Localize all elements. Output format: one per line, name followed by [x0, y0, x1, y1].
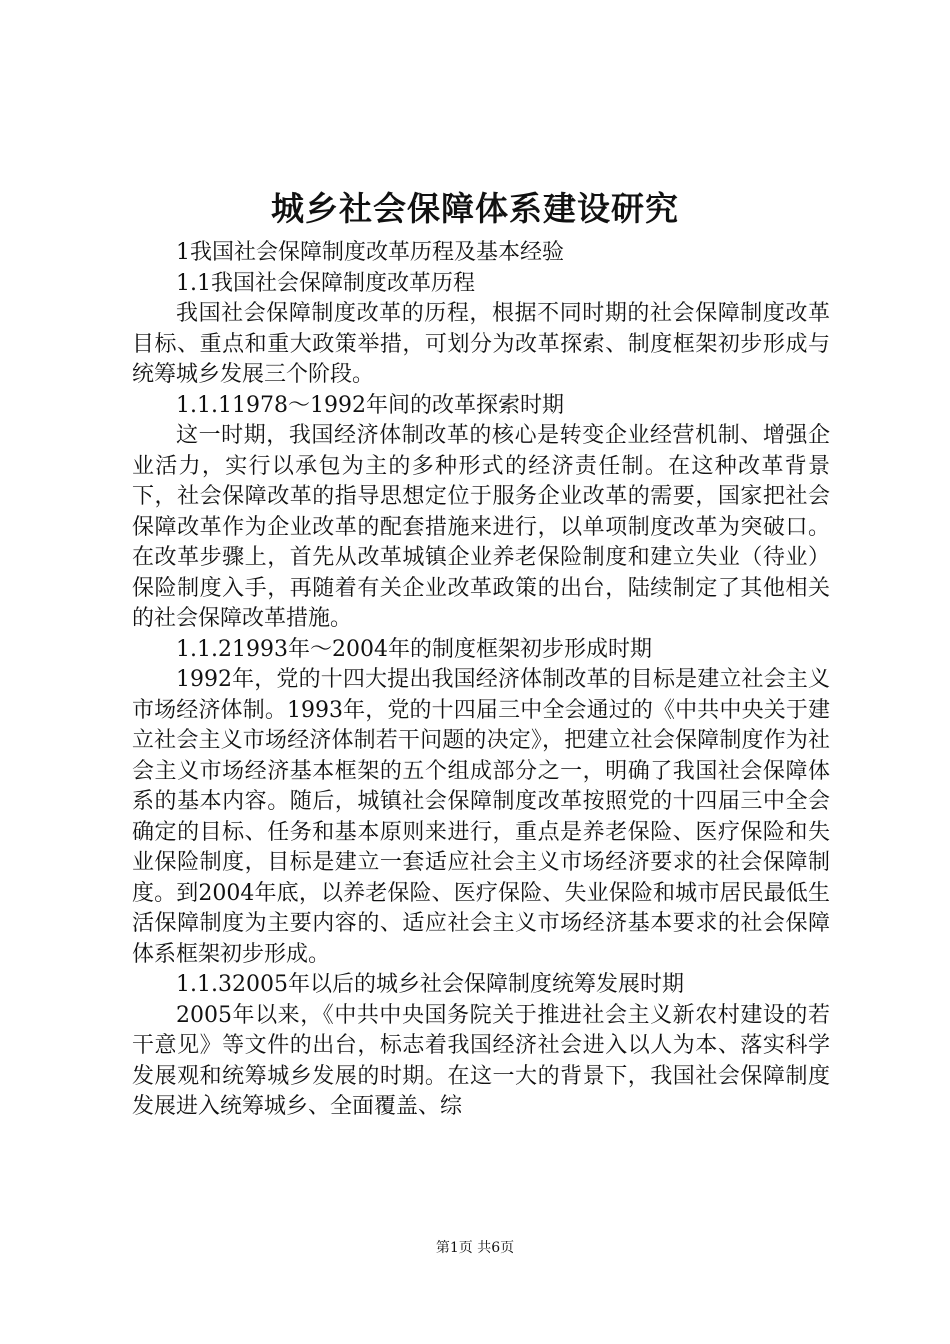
- subsection-heading: 1.1.32005年以后的城乡社会保障制度统筹发展时期: [176, 972, 684, 997]
- body-paragraph: 1992年，党的十四大提出我国经济体制改革的目标是建立社会主义市场经济体制。1993年，党的十四届三中全会通过的《中共中央关于建立社会主义市场经济体制若干问题的决定》，把建立社会保障制度作为社会主义市场经济基本框架的五个组成部分之一，明确了我国社会保障体系的基本内容。随后，城镇社会保障制度改革按照党的十四届三中全会确定的目标、任务和基本原则来进行，重点是养老保险、医疗保险和失业保险制度，目标是建立一套适应社会主义市场经济要求的社会保障制度。到2004年底，以养老保险、医疗保险、失业保险和城市居民最低生活保障制度为主要内容的、适应社会主义市场经济基本要求的社会保障体系框架初步形成。: [132, 667, 830, 967]
- subsection-heading: 1.1.21993年～2004年的制度框架初步形成时期: [176, 636, 652, 662]
- subsection-heading: 1.1.11978～1992年间的改革探索时期: [176, 392, 564, 418]
- body-paragraph: 2005年以来，《中共中央国务院关于推进社会主义新农村建设的若干意见》等文件的出台，标志着我国经济社会进入以人为本、落实科学发展观和统筹城乡发展的时期。在这一大的背景下，我国社会保障制度发展进入统筹城乡、全面覆盖、综: [132, 1002, 830, 1119]
- subsection-heading: 1.1我国社会保障制度改革历程: [176, 270, 475, 296]
- page-footer: 第1页 共6页: [435, 1240, 515, 1256]
- document-body: [132, 238, 830, 1123]
- document-title: 城乡社会保障体系建设研究: [271, 189, 679, 228]
- body-paragraph: 这一时期，我国经济体制改革的核心是转变企业经营机制、增强企业活力，实行以承包为主的多种形式的经济责任制。在这种改革背景下，社会保障改革的指导思想定位于服务企业改革的需要，国家把社会保障改革作为企业改革的配套措施来进行，以单项制度改革为突破口。在改革步骤上，首先从改革城镇企业养老保险制度和建立失业（待业）保险制度入手，再随着有关企业改革政策的出台，陆续制定了其他相关的社会保障改革措施。: [132, 423, 830, 631]
- body-paragraph: 我国社会保障制度改革的历程，根据不同时期的社会保障制度改革目标、重点和重大政策举措，可划分为改革探索、制度框架初步形成与统筹城乡发展三个阶段。: [132, 301, 830, 387]
- section-heading: 1我国社会保障制度改革历程及基本经验: [176, 240, 564, 265]
